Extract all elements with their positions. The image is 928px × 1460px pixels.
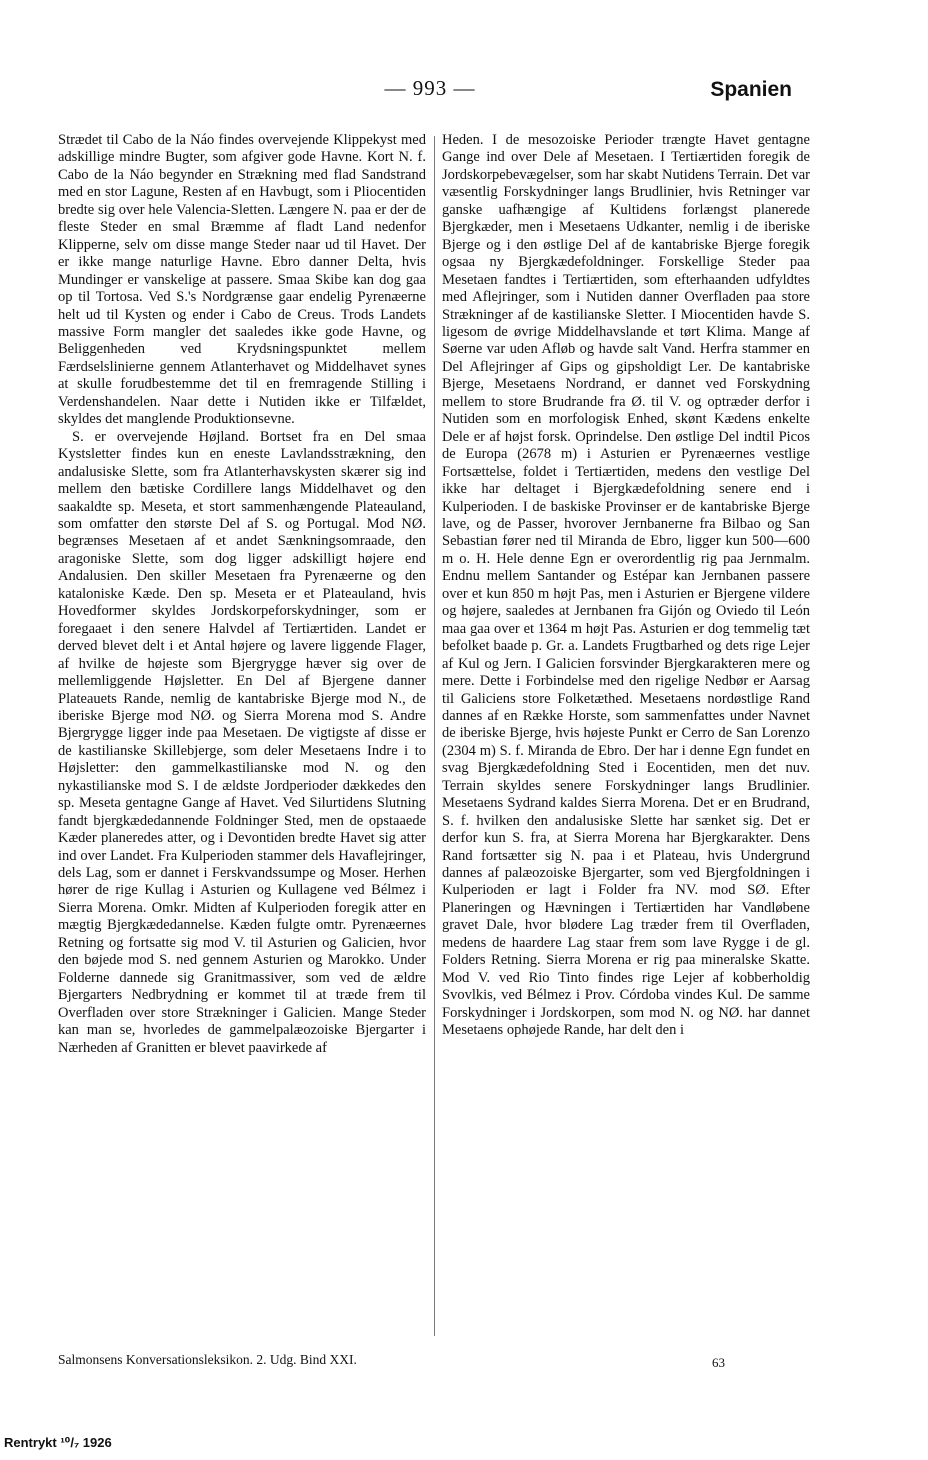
paragraph: S. er overvejende Højland. Bortset fra en Del smaa Kystsletter findes kun en eneste Lavlandsstrækning, den andalusiske Slette, som fra Atlanterhavskysten skærer sig ind mellem den bætiske Cordillere langs Middelhavet og den saakaldte sp. Meseta, et stort sammenhængende Plateauland, som omfatter den største Del af S. og Portugal. Mod NØ. begrænses Mesetaen af et andet Sænkningsomraade, den aragoniske Slette, som dog ligger adskilligt højere end Andalusien. Den skiller Mesetaen fra Pyrenæerne og den kataloniske Kæde. Den sp. Meseta er et Plateauland, hvis Hovedformer skyldes Jordskorpeforskydninger, som er foregaaet i den senere Halvdel af Tertiærtiden. Landet er derved blevet delt i et Antal højere og lavere liggende Flager, af hvilke de højeste som Bjergrygge hæver sig over de mellemliggende Højsletter. En Del af Bjergene danner Plateauets Rande, nemlig de kantabriske Bjerge mod N., de iberiske Bjerge mod NØ. og Sierra Morena mod S. Andre Bjergrygge ligger inde paa Mesetaen. De vigtigste af disse er de kastilianske Skillebjerge, som deler Mesetaens Indre i to Højsletter: den gammelkastilianske mod N. og den nykastilianske mod S. I de ældste Jordperioder dækkedes den sp. Meseta gentagne Gange af Havet. Ved Silurtidens Slutning fandt bjergkædedannende Foldninger Sted, men de opstaaede Kæder planeredes atter, og i Devontiden bredte Havet sig atter ind over Landet. Fra Kulperioden stammer dels Havaflejringer, dels Lag, som er dannet i Ferskvandssumpe og Moser. Herhen hører de rige Kullag i Asturien og Kullagene ved Bélmez i Sierra Morena. Omkr. Midten af Kulperioden foregik atter en mægtig Bjergkædedannelse. Kæden fulgte omtr. Pyrenæernes Retning og fortsatte sig mod V. til Asturien og Galicien, hvor den bøjede mod S. ned gennem Asturien og Marokko. Under Folderne dannede sig Granitmassiver, som ved de ældre Bjergarters Nedbrydning er kommet til at træde frem til Overfladen over store Strækninger i Galicien. Mange Steder kan man se, hvorledes de gammelpalæozoiske Bjergarter i Nærheden af Granitten er blevet paavirkede af [58, 428, 426, 1056]
page-number: — 993 — [384, 76, 476, 100]
column-rule [434, 136, 435, 1336]
reprint-note: Rentrykt ¹⁰/₇ 1926 [4, 1435, 112, 1450]
footer-signature: 63 [712, 1355, 725, 1370]
paragraph: Heden. I de mesozoiske Perioder trængte Havet gentagne Gange ind over Dele af Mesetaen. I Tertiærtiden foregik de Jordskorpebevægelser, som har skabt Nutidens Terrain. Det var væsentlig Forskydninger langs Brudlinier, hvis Retninger var ganske uafhængige af Kultidens forlængst planerede Bjergkæder, men i Mesetaens Udkanter, nemlig i de iberiske Bjerge og i den østlige Del af de kantabriske Bjerge foregik ogsaa ny Bjergkædefoldninger. Forskellige Steder paa Mesetaen fandtes i Tertiærtiden, som efterhaanden udfyldtes med Aflejringer, som i Nutiden danner Overfladen paa store Strækninger af de kastilianske Sletter. I Miocentiden havde S. ligesom de øvrige Middelhavslande et tørt Klima. Mange af Søerne var uden Afløb og havde salt Vand. Herfra stammer en Del Aflejringer af Gips og gipsholdigt Ler. De kantabriske Bjerge, Mesetaens Nordrand, er dannet ved Forskydning mellem to store Brudrande fra Ø. til V. og optræder derfor i Nutiden som en morfologisk Enhed, skønt Kædens enkelte Dele er af højst forsk. Oprindelse. Den østlige Del indtil Picos de Europa (2678 m) i Asturien er Pyrenæernes vestlige Fortsættelse, foldet i Tertiærtiden, medens den vestlige Del ikke har deltaget i Bjergkædefoldning senere end i Kulperioden. I de baskiske Provinser er de kantabriske Bjerge lave, og de Passer, hvorover Jernbanerne fra Bilbao og San Sebastian fører ned til Miranda de Ebro, ligger kun 500—600 m o. H. Hele denne Egn er overordentlig rig paa Jernmalm. Endnu mellem Santander og Estépar kan Jernbanen passere over et kun 850 m højt Pas, men i Asturien er Bjergene vildere og højere, saaledes at Jernbanen fra Gijón og Oviedo til León maa gaa over et 1364 m højt Pas. Asturien er dog temmelig tæt befolket baade p. Gr. a. Landets Frugtbarhed og dets rige Lejer af Kul og Jern. I Galicien forsvinder Bjergkarakteren mere og mere. Dette i Forbindelse med den rigelige Nedbør er Aarsag til Galiciens store Folketæthed. Mesetaens nordøstlige Rand dannes af en Række Horste, som sammenfattes under Navnet de iberiske Bjerge, hvis højeste Punkt er Cerro de San Lorenzo (2304 m) S. f. Miranda de Ebro. Der har i denne Egn fundet en svag Bjergkædefoldning Sted i Eocentiden, men det nuv. Terrain skyldes senere Forskydninger langs Brudlinier. Mesetaens Sydrand kaldes Sierra Morena. Det er en Brudrand, S. f. hvilken den andalusiske Slette har sænket sig. Det er derfor kun S. fra, at Sierra Morena har Bjergkarakter. Dens Rand fortsætter sig N. paa i et Plateau, hvis Undergrund dannes af palæozoiske Bjergarter, som ved Bjergfoldningen i Kulperioden er lagt i Folder fra NV. mod SØ. Efter Planeringen og Hævningen i Tertiærtiden har Vandløbene gravet Dale, hvor blødere Lag træder frem til Overfladen, medens de haardere Lag staar frem som lave Rygge i de gl. Folders Retning. Sierra Morena er rig paa mineralske Skatte. Mod V. ved Rio Tinto findes rige Lejer af kobberholdig Svovlkis, ved Bélmez i Prov. Córdoba vindes Kul. De samme Forskydninger i Jordskorpen, som mod N. og NØ. har dannet Mesetaens ophøjede Rande, har delt den i [442, 132, 810, 1039]
right-column [442, 132, 810, 1040]
footer-publication: Salmonsens Konversationsleksikon. 2. Udg. Bind XXI. [58, 1352, 357, 1367]
paragraph: Strædet til Cabo de la Náo findes overvejende Klippekyst med adskillige mindre Bugter, som afgiver gode Havne. Kort N. f. Cabo de la Náo begynder en Strækning med flad Sandstrand med en stor Lagune, Resten af en Havbugt, som i Pliocentiden bredte sig over hele Valencia-Sletten. Længere N. paa er der de fleste Steder en smal Bræmme af fladt Land nedenfor Klipperne, selv om disse mange Steder naar ud til Havet. Der er ikke mange naturlige Havne. Ebro danner Delta, hvis Mundinger er vanskelige at passere. Smaa Skibe kan dog gaa op til Tortosa. Ved S.'s Nordgrænse gaar endelig Pyrenæerne helt ud til Kysten og ender i Cabo de Creus. Trods Landets massive Form mangler det saaledes ikke gode Havne, og Beliggenheden ved Krydsningspunktet mellem Færdselslinierne gennem Atlanterhavet og Middelhavet synes at skulle forudbestemme det til en fremragende Stilling i Verdenshandelen. Naar dette i Nutiden ikke er Tilfældet, skyldes det manglende Produktionsevne. [58, 132, 426, 428]
left-column [58, 132, 426, 1057]
running-head: Spanien [710, 78, 792, 101]
